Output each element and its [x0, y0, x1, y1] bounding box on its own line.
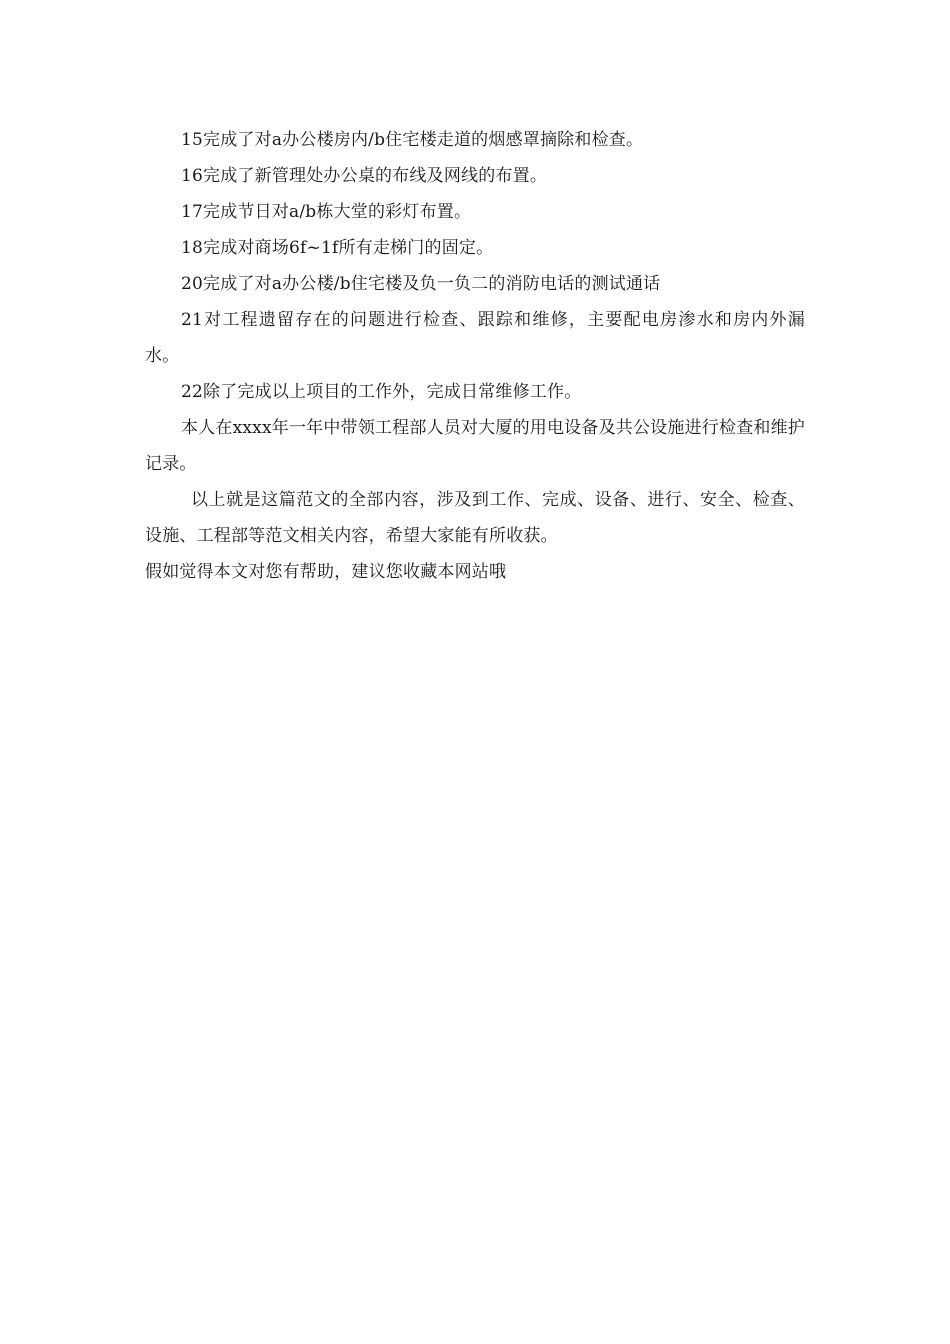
bookmark-note: 假如觉得本文对您有帮助，建议您收藏本网站哦 [145, 562, 507, 582]
paragraph-item-20: 20完成了对a办公楼/b住宅楼及负一负二的消防电话的测试通话 [181, 274, 661, 294]
paragraph-item-15: 15完成了对a办公楼房内/b住宅楼走道的烟感罩摘除和检查。 [181, 130, 644, 150]
paragraph-item-17: 17完成节日对a/b栋大堂的彩灯布置。 [181, 202, 472, 222]
paragraph-item-16: 16完成了新管理处办公桌的布线及网线的布置。 [181, 166, 548, 186]
summary-paragraph: 本人在xxxx年一年中带领工程部人员对大厦的用电设备及共公设施进行检查和维护记录。 [145, 418, 805, 474]
paragraph-item-18: 18完成对商场6f~1f所有走梯门的固定。 [181, 238, 494, 258]
closing-paragraph: 以上就是这篇范文的全部内容，涉及到工作、完成、设备、进行、安全、检查、设施、工程部等范文相关内容，希望大家能有所收获。 [145, 490, 805, 546]
paragraph-item-22: 22除了完成以上项目的工作外，完成日常维修工作。 [181, 382, 582, 402]
document-body [145, 122, 805, 590]
paragraph-item-21: 21对工程遗留存在的问题进行检查、跟踪和维修，主要配电房渗水和房内外漏水。 [145, 310, 805, 366]
